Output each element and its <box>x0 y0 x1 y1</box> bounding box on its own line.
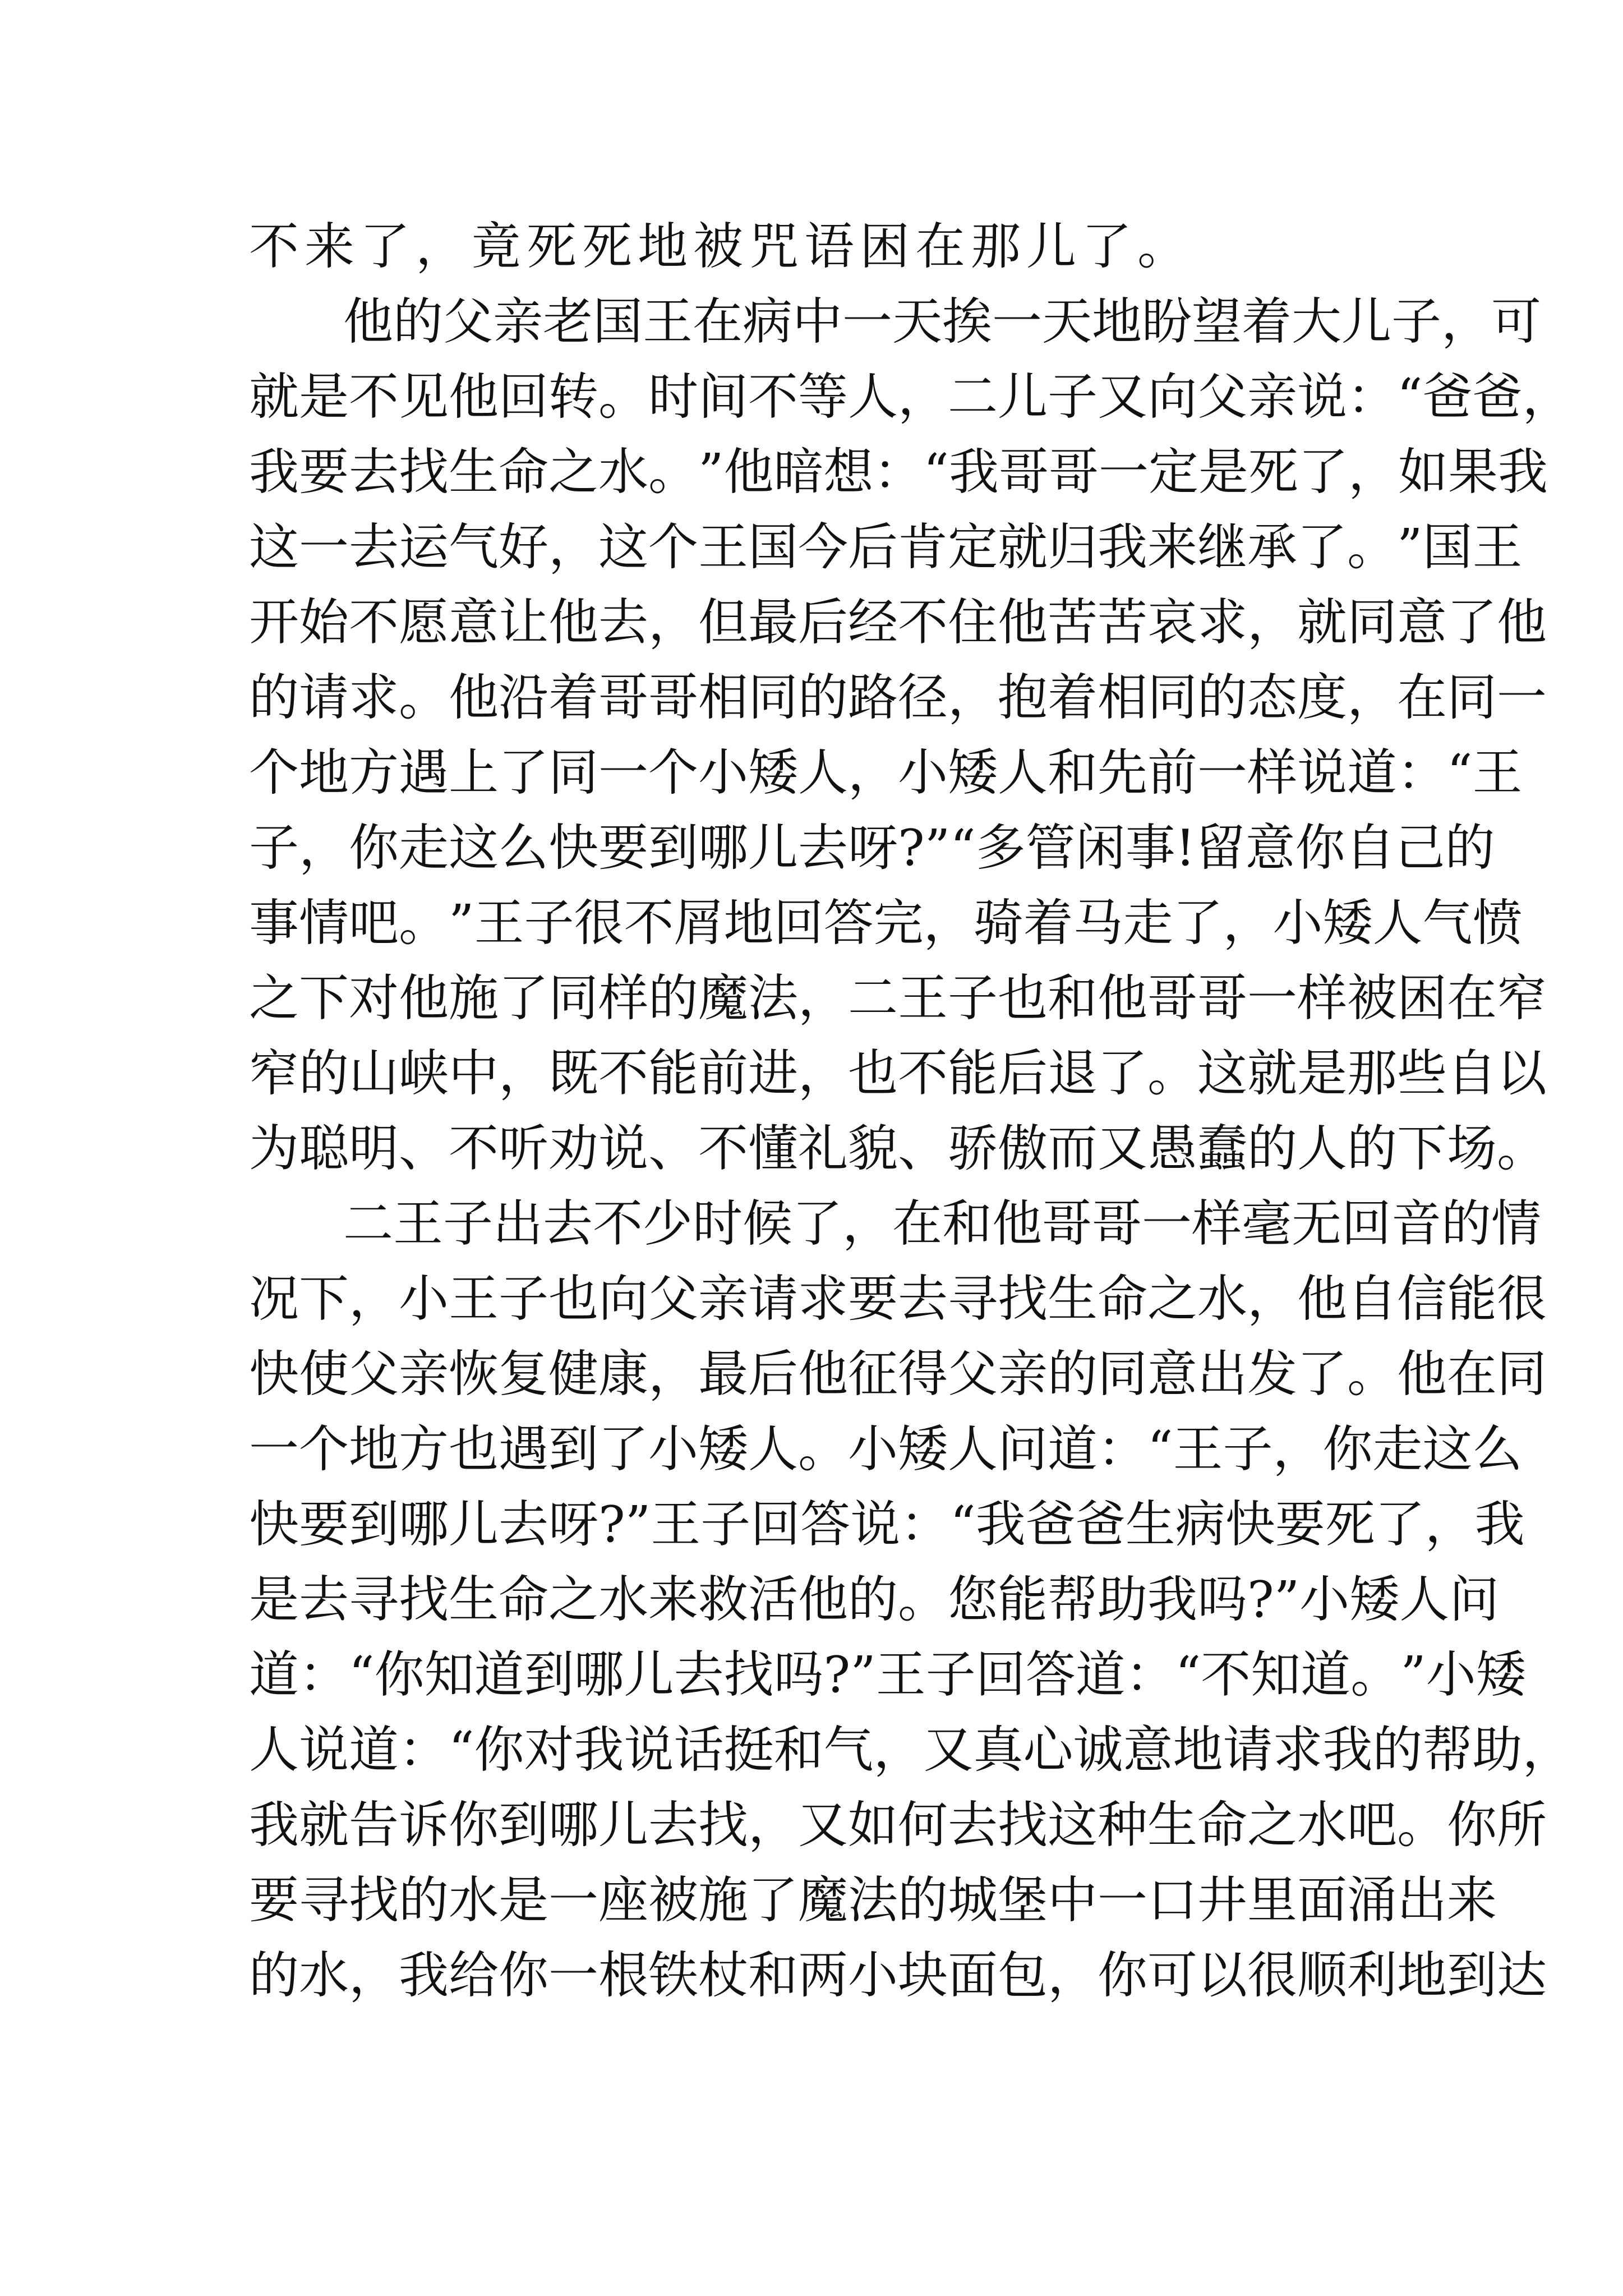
text-line: 就 是 不 见 他 回 转 。 时 间 不 等 人 ， 二 儿 子 又 向 父 亲 说 ： “ 爸 爸 ， <box>249 367 1573 426</box>
text-line: 道 ： “ 你 知 道 到 哪 儿 去 找 吗 ? ” 王 子 回 答 道 ： “ 不 知 道 。 ” 小 矮 <box>249 1645 1526 1704</box>
text-line: 窄 的 山 峡 中 ， 既 不 能 前 进 ， 也 不 能 后 退 了 。 这 就 是 那 些 自 以 <box>249 1044 1547 1102</box>
text-line: 的 请 求 。 他 沿 着 哥 哥 相 同 的 路 径 ， 抱 着 相 同 的 态 度 ， 在 同 一 <box>249 668 1547 726</box>
text-line: 为 聪 明 、 不 听 劝 说 、 不 懂 礼 貌 、 骄 傲 而 又 愚 蠢 的 人 的 下 场 。 <box>249 1119 1547 1177</box>
text-line: 的 水 ， 我 给 你 一 根 铁 杖 和 两 小 块 面 包 ， 你 可 以 很 顺 利 地 到 达 <box>249 1946 1547 2004</box>
text-line: 一 个 地 方 也 遇 到 了 小 矮 人 。 小 矮 人 问 道 ： “ 王 子 ， 你 走 这 么 <box>249 1420 1523 1478</box>
body-text <box>249 209 1573 2013</box>
text-line: 人 说 道 ： “ 你 对 我 说 话 挺 和 气 ， 又 真 心 诚 意 地 请 求 我 的 帮 助 ， <box>249 1720 1573 1779</box>
text-line: 况 下 ， 小 王 子 也 向 父 亲 请 求 要 去 寻 找 生 命 之 水 ， 他 自 信 能 很 <box>249 1269 1547 1328</box>
text-line: 快 使 父 亲 恢 复 健 康 ， 最 后 他 征 得 父 亲 的 同 意 出 发 了 。 他 在 同 <box>249 1345 1547 1403</box>
text-line: 二 王 子 出 去 不 少 时 候 了 ， 在 和 他 哥 哥 一 样 毫 无 回 音 的 情 <box>343 1194 1541 1253</box>
text-line: 个 地 方 遇 上 了 同 一 个 小 矮 人 ， 小 矮 人 和 先 前 一 样 说 道 ： “ 王 <box>249 743 1523 802</box>
text-line: 我 就 告 诉 你 到 哪 儿 去 找 ， 又 如 何 去 找 这 种 生 命 之 水 吧 。 你 所 <box>249 1796 1547 1854</box>
text-line: 是 去 寻 找 生 命 之 水 来 救 活 他 的 。 您 能 帮 助 我 吗 ? ” 小 矮 人 问 <box>249 1570 1500 1628</box>
text-line: 这 一 去 运 气 好 ， 这 个 王 国 今 后 肯 定 就 归 我 来 继 承 了 。 ” 国 王 <box>249 518 1523 576</box>
text-line: 要 寻 找 的 水 是 一 座 被 施 了 魔 法 的 城 堡 中 一 口 井 里 面 涌 出 来 <box>249 1871 1497 1929</box>
text-line: 开 始 不 愿 意 让 他 去 ， 但 最 后 经 不 住 他 苦 苦 哀 求 ， 就 同 意 了 他 <box>249 593 1547 651</box>
text-line: 我 要 去 找 生 命 之 水 。 ” 他 暗 想 ： “ 我 哥 哥 一 定 是 死 了 ， 如 果 我 <box>249 443 1548 501</box>
text-line: 之 下 对 他 施 了 同 样 的 魔 法 ， 二 王 子 也 和 他 哥 哥 一 样 被 困 在 窄 <box>249 969 1547 1027</box>
text-line: 快 要 到 哪 儿 去 呀 ? ” 王 子 回 答 说 ： “ 我 爸 爸 生 病 快 要 死 了 ， 我 <box>249 1495 1525 1553</box>
text-line: 子 ， 你 走 这 么 快 要 到 哪 儿 去 呀 ? ” “ 多 管 闲 事 ! 留 意 你 自 己 的 <box>249 818 1495 877</box>
text-line: 事 情 吧 。 ” 王 子 很 不 屑 地 回 答 完 ， 骑 着 马 走 了 ， 小 矮 人 气 愤 <box>249 894 1523 952</box>
text-line: 不 来 了 ， 竟 死 死 地 被 咒 语 困 在 那 儿 了 。 <box>249 217 1187 275</box>
text-line: 他 的 父 亲 老 国 王 在 病 中 一 天 挨 一 天 地 盼 望 着 大 儿 子 ， 可 <box>343 292 1541 351</box>
